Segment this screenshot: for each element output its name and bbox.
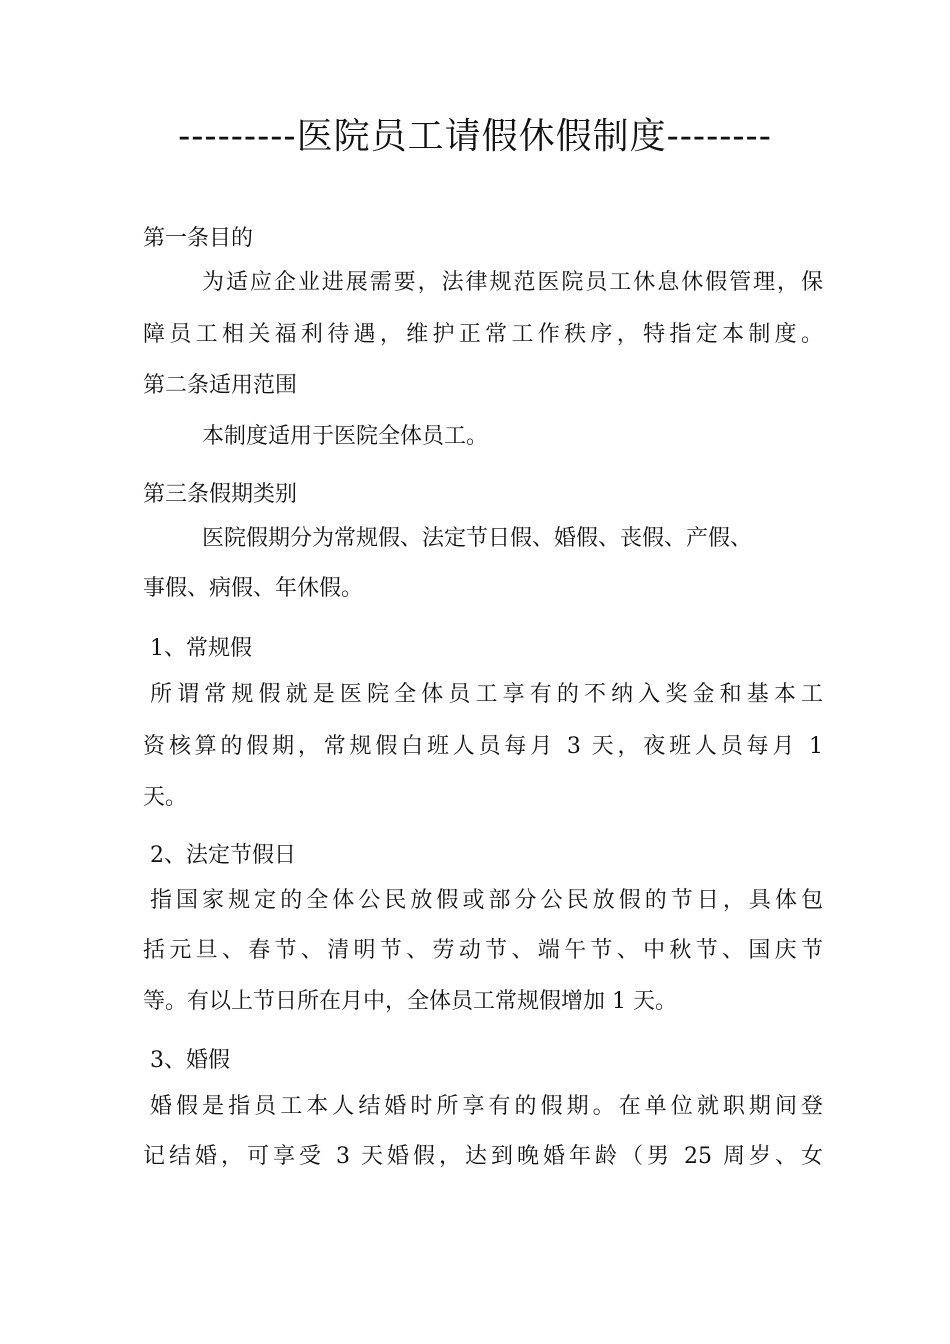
paragraph-line: 婚假是指员工本人结婚时所享有的假期。在单位就职期间登 bbox=[150, 1094, 823, 1119]
paragraph-line: 资核算的假期，常规假白班人员每月 3 天，夜班人员每月 1 bbox=[143, 734, 823, 759]
paragraph-line: 医院假期分为常规假、法定节日假、婚假、丧假、产假、 bbox=[202, 526, 753, 551]
section-heading-purpose: 第一条目的 bbox=[143, 226, 254, 251]
paragraph-line: 括元旦、春节、清明节、劳动节、端午节、中秋节、国庆节 bbox=[143, 938, 823, 963]
subheading-statutory-holidays: 2、法定节假日 bbox=[150, 843, 296, 868]
document-title: ---------医院员工请假休假制度-------- bbox=[178, 116, 772, 157]
paragraph-line: 事假、病假、年休假。 bbox=[143, 576, 364, 601]
paragraph-line: 天。 bbox=[143, 785, 188, 810]
section-heading-leave-types: 第三条假期类别 bbox=[143, 482, 298, 507]
subheading-marriage-leave: 3、婚假 bbox=[150, 1048, 230, 1073]
paragraph-line: 指国家规定的全体公民放假或部分公民放假的节日，具体包 bbox=[150, 888, 823, 913]
paragraph-line: 记结婚，可享受 3 天婚假，达到晚婚年龄（男 25 周岁、女 bbox=[143, 1144, 823, 1169]
subheading-regular-leave: 1、常规假 bbox=[150, 636, 252, 661]
paragraph-line: 为适应企业进展需要，法律规范医院员工休息休假管理，保 bbox=[202, 270, 823, 295]
paragraph-line: 本制度适用于医院全体员工。 bbox=[202, 424, 489, 449]
paragraph-line: 等。有以上节日所在月中，全体员工常规假增加 1 天。 bbox=[143, 989, 677, 1014]
paragraph-line: 障员工相关福利待遇，维护正常工作秩序，特指定本制度。 bbox=[143, 322, 823, 347]
section-heading-scope: 第二条适用范围 bbox=[143, 373, 298, 398]
paragraph-line: 所谓常规假就是医院全体员工享有的不纳入奖金和基本工 bbox=[150, 682, 823, 707]
